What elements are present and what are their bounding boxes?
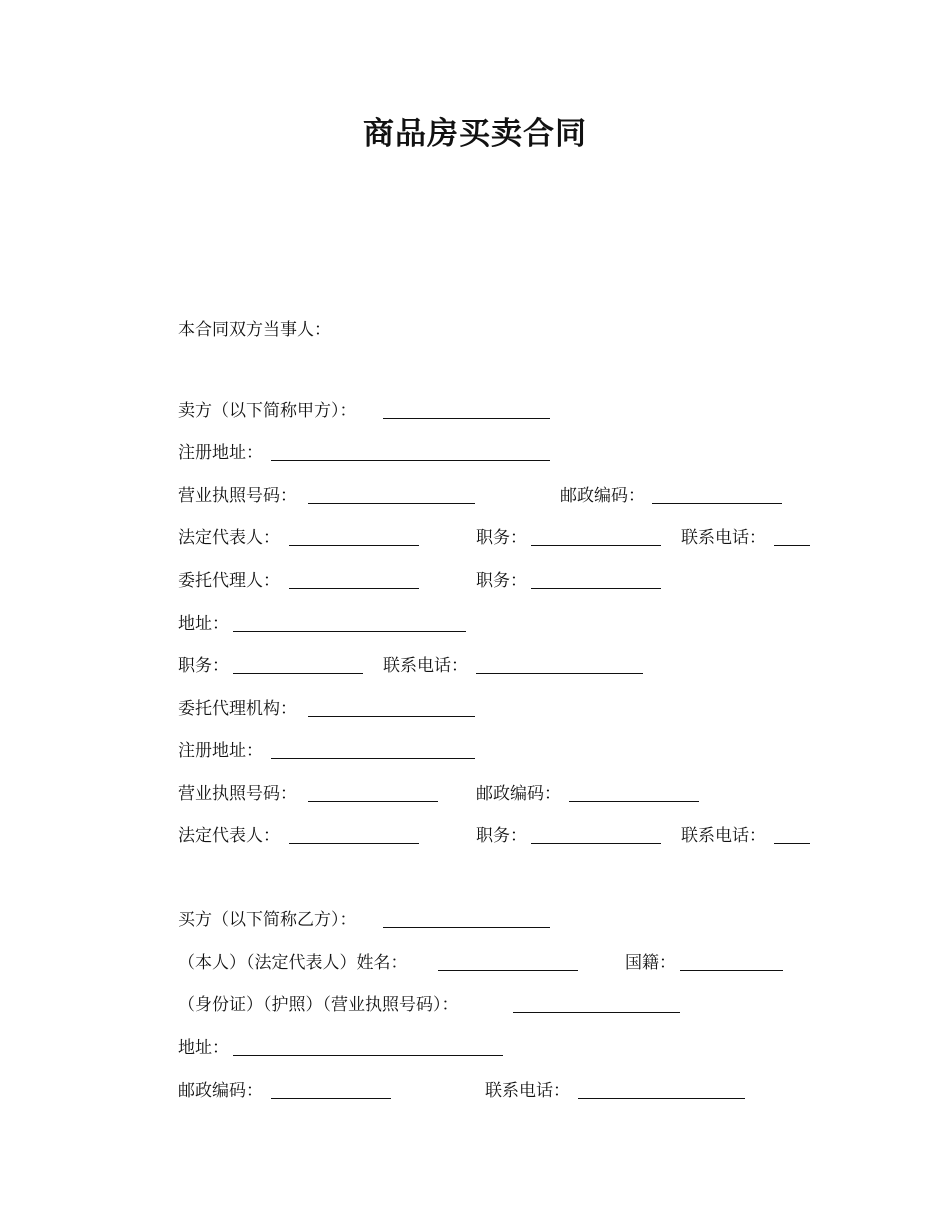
seller-agent-contact-row <box>0 653 950 679</box>
seller-name-field[interactable] <box>383 418 550 419</box>
agency-phone-field[interactable] <box>774 843 810 844</box>
seller-agent-position-field[interactable] <box>531 588 661 589</box>
seller-license-label: 营业执照号码： <box>178 486 297 506</box>
agency-phone-label: 联系电话： <box>681 826 766 846</box>
agency-license-row <box>0 781 950 807</box>
buyer-phone-label: 联系电话： <box>485 1081 570 1101</box>
agency-postcode-field[interactable] <box>569 801 699 802</box>
agency-position-label: 职务： <box>476 826 527 846</box>
seller-address-field[interactable] <box>233 631 466 632</box>
agency-license-field[interactable] <box>308 801 438 802</box>
buyer-id-row <box>0 992 950 1018</box>
agency-row <box>0 696 950 722</box>
agency-legal-rep-row <box>0 823 950 849</box>
buyer-address-label: 地址： <box>178 1038 229 1058</box>
seller-reg-address-row <box>0 440 950 466</box>
buyer-postcode-label: 邮政编码： <box>178 1081 263 1101</box>
buyer-address-row <box>0 1035 950 1061</box>
agency-reg-address-label: 注册地址： <box>178 741 263 761</box>
seller-position-field[interactable] <box>531 545 661 546</box>
buyer-contact-row <box>0 1078 950 1104</box>
intro-text: 本合同双方当事人： <box>178 320 331 340</box>
seller-position-label: 职务： <box>476 528 527 548</box>
buyer-heading-label: 买方（以下简称乙方）： <box>178 910 357 930</box>
seller-agent-position2-field[interactable] <box>233 673 363 674</box>
seller-license-field[interactable] <box>308 503 475 504</box>
seller-agent-phone-label: 联系电话： <box>383 656 468 676</box>
agency-legal-rep-label: 法定代表人： <box>178 826 280 846</box>
seller-agent-phone-field[interactable] <box>476 673 643 674</box>
seller-legal-rep-label: 法定代表人： <box>178 528 280 548</box>
agency-label: 委托代理机构： <box>178 699 297 719</box>
agency-postcode-label: 邮政编码： <box>476 784 561 804</box>
agency-reg-address-field[interactable] <box>271 758 475 759</box>
seller-agent-field[interactable] <box>289 588 419 589</box>
buyer-nationality-label: 国籍： <box>625 953 676 973</box>
seller-postcode-field[interactable] <box>652 503 782 504</box>
seller-legal-rep-field[interactable] <box>289 545 419 546</box>
buyer-name-field[interactable] <box>383 927 550 928</box>
seller-reg-address-field[interactable] <box>271 460 550 461</box>
buyer-id-label: （身份证）（护照）（营业执照号码）： <box>178 995 459 1015</box>
buyer-phone-field[interactable] <box>578 1098 745 1099</box>
seller-phone-field[interactable] <box>774 545 810 546</box>
seller-agent-row <box>0 568 950 594</box>
buyer-postcode-field[interactable] <box>271 1098 391 1099</box>
buyer-nationality-field[interactable] <box>680 970 783 971</box>
seller-address-label: 地址： <box>178 614 229 634</box>
seller-agent-label: 委托代理人： <box>178 571 280 591</box>
buyer-person-row <box>0 950 950 976</box>
agency-position-field[interactable] <box>531 843 661 844</box>
buyer-id-field[interactable] <box>513 1012 680 1013</box>
seller-heading-row <box>0 398 950 424</box>
seller-reg-address-label: 注册地址： <box>178 443 263 463</box>
document-title: 商品房买卖合同 <box>363 116 587 152</box>
buyer-address-field[interactable] <box>233 1055 503 1056</box>
agency-field[interactable] <box>308 716 475 717</box>
agency-reg-address-row <box>0 738 950 764</box>
seller-heading-label: 卖方（以下简称甲方）： <box>178 401 357 421</box>
seller-address-row <box>0 611 950 637</box>
seller-postcode-label: 邮政编码： <box>560 486 645 506</box>
seller-agent-position2-label: 职务： <box>178 656 229 676</box>
buyer-heading-row <box>0 907 950 933</box>
seller-agent-position-label: 职务： <box>476 571 527 591</box>
buyer-person-name-field[interactable] <box>438 970 578 971</box>
buyer-person-name-label: （本人）（法定代表人）姓名： <box>178 953 408 973</box>
seller-phone-label: 联系电话： <box>681 528 766 548</box>
seller-license-row <box>0 483 950 509</box>
seller-legal-rep-row <box>0 525 950 551</box>
agency-license-label: 营业执照号码： <box>178 784 297 804</box>
agency-legal-rep-field[interactable] <box>289 843 419 844</box>
